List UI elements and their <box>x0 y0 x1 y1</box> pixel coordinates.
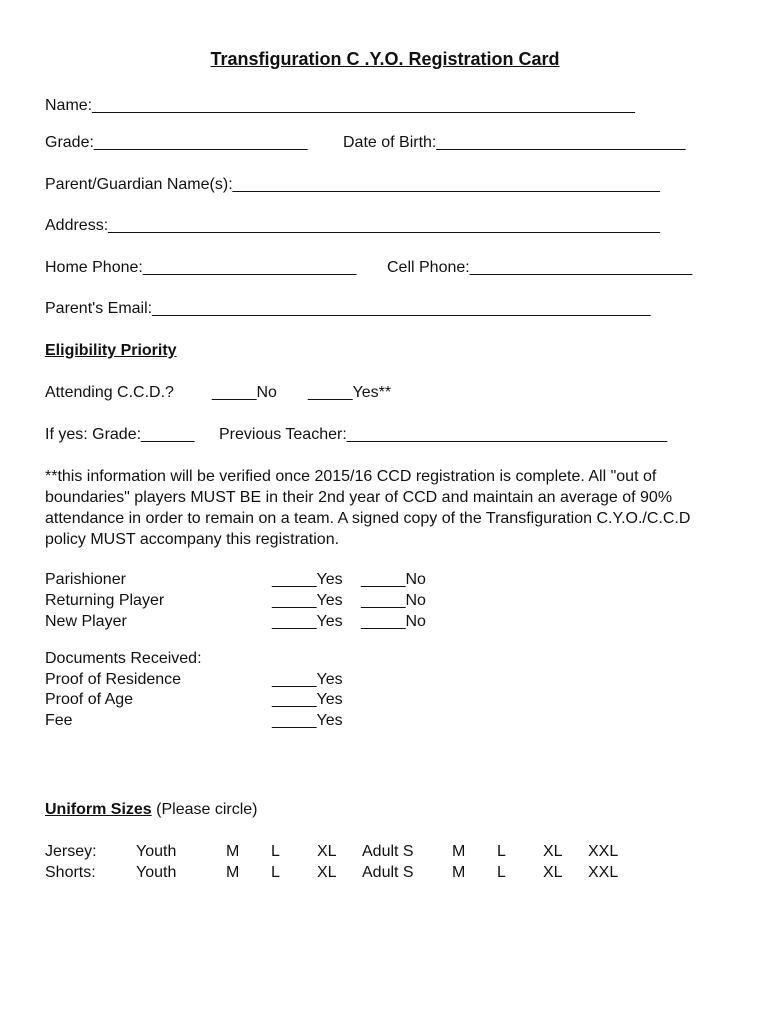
parent-email-field[interactable]: Parent's Email:________________________________________________________ <box>45 300 651 317</box>
shorts-size-youth-m[interactable]: M <box>226 864 240 881</box>
uniform-sizes-note: (Please circle) <box>151 801 258 818</box>
jersey-size-adult-l[interactable]: L <box>497 843 506 860</box>
uniform-sizes-header <box>45 800 258 820</box>
previous-teacher-field[interactable]: Previous Teacher:____________________________________ <box>219 426 668 443</box>
eligibility-heading: Eligibility Priority <box>45 342 177 359</box>
parent-guardian-field[interactable]: Parent/Guardian Name(s):________________________________________________ <box>45 176 660 193</box>
attending-ccd-label: Attending C.C.D.? <box>45 384 174 401</box>
fee-label: Fee <box>45 712 73 729</box>
proof-of-residence-label: Proof of Residence <box>45 671 182 688</box>
proof-of-age-label: Proof of Age <box>45 691 134 708</box>
jersey-size-adult-s[interactable]: Adult S <box>362 843 414 860</box>
proof-of-age-yes-option[interactable]: _____Yes <box>272 691 343 708</box>
returning-player-label: Returning Player <box>45 592 165 609</box>
jersey-size-youth[interactable]: Youth <box>136 843 177 860</box>
jersey-size-adult-xl[interactable]: XL <box>543 843 563 860</box>
shorts-size-adult-xl[interactable]: XL <box>543 864 563 881</box>
jersey-label: Jersey: <box>45 843 97 860</box>
jersey-size-youth-l[interactable]: L <box>271 843 280 860</box>
new-player-yes-option[interactable]: _____Yes <box>272 613 343 630</box>
new-player-label: New Player <box>45 613 127 630</box>
returning-player-yes-option[interactable]: _____Yes <box>272 592 343 609</box>
shorts-size-youth-xl[interactable]: XL <box>317 864 337 881</box>
jersey-size-youth-xl[interactable]: XL <box>317 843 337 860</box>
attending-no-option[interactable]: _____No <box>212 384 277 401</box>
parishioner-no-option[interactable]: _____No <box>361 571 426 588</box>
shorts-size-adult-xxl[interactable]: XXL <box>588 864 619 881</box>
grade-field[interactable]: Grade:________________________ <box>45 134 308 151</box>
uniform-sizes-heading: Uniform Sizes <box>45 801 152 818</box>
shorts-size-adult-m[interactable]: M <box>452 864 466 881</box>
parishioner-yes-option[interactable]: _____Yes <box>272 571 343 588</box>
shorts-size-adult-s[interactable]: Adult S <box>362 864 414 881</box>
jersey-size-adult-xxl[interactable]: XXL <box>588 843 619 860</box>
returning-player-no-option[interactable]: _____No <box>361 592 426 609</box>
name-field[interactable]: Name:_____________________________________________________________ <box>45 97 635 114</box>
home-phone-field[interactable]: Home Phone:________________________ <box>45 259 357 276</box>
shorts-size-youth[interactable]: Youth <box>136 864 177 881</box>
address-field[interactable]: Address:______________________________________________________________ <box>45 217 660 234</box>
new-player-no-option[interactable]: _____No <box>361 613 426 630</box>
shorts-label: Shorts: <box>45 864 96 881</box>
shorts-size-adult-l[interactable]: L <box>497 864 506 881</box>
attending-yes-option[interactable]: _____Yes** <box>308 384 392 401</box>
parishioner-label: Parishioner <box>45 571 126 588</box>
jersey-size-adult-m[interactable]: M <box>452 843 466 860</box>
shorts-size-youth-l[interactable]: L <box>271 864 280 881</box>
proof-of-residence-yes-option[interactable]: _____Yes <box>272 671 343 688</box>
jersey-size-youth-m[interactable]: M <box>226 843 240 860</box>
documents-heading: Documents Received: <box>45 650 202 667</box>
verification-note: **this information will be verified once 2015/16 CCD registration is complete. All "out of boundaries" players MUST BE in their 2nd year of CCD and maintain an average of 90% attendance in order to remain on a team. A signed copy of the Transfiguration C.Y.O./C.C.D policy MUST accompany this registration. <box>45 468 691 548</box>
date-of-birth-field[interactable]: Date of Birth:____________________________ <box>343 134 686 151</box>
page-title: Transfiguration C .Y.O. Registration Card <box>210 49 560 69</box>
fee-yes-option[interactable]: _____Yes <box>272 712 343 729</box>
cell-phone-field[interactable]: Cell Phone:_________________________ <box>387 259 693 276</box>
if-yes-grade-field[interactable]: If yes: Grade:______ <box>45 426 195 443</box>
